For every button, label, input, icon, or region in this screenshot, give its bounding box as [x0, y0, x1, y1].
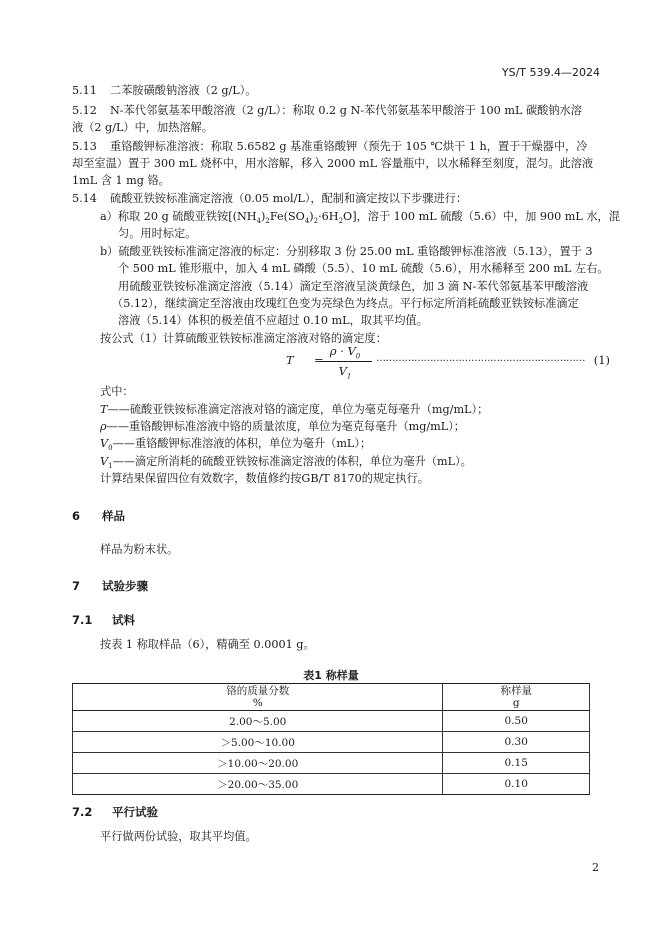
cell-range: 2.00～5.00	[73, 711, 443, 732]
table-row	[73, 753, 590, 774]
fraction-bar	[320, 361, 372, 362]
clause-text: 重铬酸钾标准溶液：称取 5.6582 g 基准重铬酸钾（预先于 105 ℃烘干 1 h，置于干燥器中，冷	[110, 140, 588, 153]
cell-mass: 0.10	[443, 774, 590, 795]
cell-mass: 0.30	[443, 732, 590, 753]
section-6-heading: 6 样品	[72, 509, 125, 523]
clause-text: N-苯代邻氨基苯甲酸溶液（2 g/L）：称取 0.2 g N-苯代邻氨基苯甲酸溶于 100 mL 碳酸钠水溶	[110, 104, 582, 117]
table-row	[73, 711, 590, 732]
definition-V0: $V_0——$重铬酸钾标准溶液的体积，单位为毫升（mL）；	[100, 437, 372, 453]
table-caption: 表1 称样量	[303, 669, 359, 682]
step-b-line: 个 500 mL 锥形瓶中，加入 4 mL 磷酸（5.5）、10 mL 硫酸（5.6），用水稀释至 200 mL 左右。	[118, 262, 609, 275]
equation-number: (1)	[593, 353, 610, 367]
step-a-cont: 匀。用时标定。	[118, 227, 197, 240]
section-7-1-heading: 7.1 试料	[72, 613, 135, 627]
section-7-2-heading: 7.2 平行试验	[72, 805, 158, 819]
table-row	[73, 732, 590, 753]
column-header-chromium-fraction: 铬的质量分数 %	[73, 684, 443, 711]
formula-denominator: $V_1$	[338, 364, 352, 381]
section-7-heading: 7 试验步骤	[72, 579, 148, 593]
definition-rho: ρ——重铬酸钾标准溶液中铬的质量浓度，单位为毫克每毫升（mg/mL）；	[100, 420, 465, 433]
step-b-line: 用硫酸亚铁铵标准滴定溶液（5.14）滴定至溶液呈淡黄绿色，加 3 滴 N-苯代邻氨基苯甲酸溶液	[118, 280, 589, 293]
page-number: 2	[592, 861, 599, 874]
sample-mass-table	[72, 683, 590, 795]
standard-code: YS/T 539.4—2024	[501, 66, 600, 79]
step-b-line: b）硫酸亚铁铵标准滴定溶液的标定：分别移取 3 份 25.00 mL 重铬酸钾标准溶液（5.13），置于 3	[100, 245, 593, 258]
clause-number: 5.12	[72, 104, 97, 117]
clause-5-14	[72, 191, 467, 207]
clause-number: 5.13	[72, 140, 97, 153]
cell-mass: 0.15	[443, 753, 590, 774]
result-note: 计算结果保留四位有效数字，数值修约按GB/T 8170的规定执行。	[100, 472, 429, 485]
formula-equals: =	[314, 353, 324, 367]
step-a: a）称取 20 g 硫酸亚铁铵$[(NH_4)_2Fe(SO_4)_2\cdot 6H_2O]$，溶于 100 mL 硫酸（5.6）中，加 900 mL 水，混	[100, 210, 620, 226]
formula-lhs: T	[286, 353, 294, 367]
clause-number: 5.14	[72, 192, 97, 205]
clause-text: 二苯胺磺酸钠溶液（2 g/L）。	[110, 84, 257, 97]
cell-range: ＞20.00～35.00	[73, 774, 443, 795]
clause-text: 硫酸亚铁铵标准滴定溶液（0.05 mol/L），配制和滴定按以下步骤进行：	[110, 192, 468, 205]
cell-range: ＞10.00～20.00	[73, 753, 443, 774]
section-7-1-body: 按表 1 称取样品（6），精确至 0.0001 g。	[100, 638, 315, 651]
clause-5-12-cont: 液（2 g/L）中，加热溶解。	[72, 121, 213, 134]
cell-range: ＞5.00～10.00	[73, 732, 443, 753]
step-b-line: 溶液（5.14）体积的极差值不应超过 0.10 mL，取其平均值。	[118, 314, 428, 327]
formula-leader-dots: …………………………………………………………	[376, 353, 585, 364]
cell-mass: 0.50	[443, 711, 590, 732]
section-7-2-body: 平行做两份试验，取其平均值。	[100, 830, 257, 843]
section-6-body: 样品为粉末状。	[100, 543, 179, 556]
clause-5-11	[72, 83, 257, 99]
clause-5-13	[72, 139, 587, 155]
where-label: 式中：	[100, 385, 134, 398]
clause-5-12	[72, 103, 582, 119]
formula-intro: 按公式（1）计算硫酸亚铁铵标准滴定溶液对铬的滴定度：	[100, 332, 387, 345]
clause-5-13-cont1: 却至室温）置于 300 mL 烧杯中，用水溶解，移入 2000 mL 容量瓶中，以水稀释至刻度，混匀。此溶液	[72, 157, 594, 170]
clause-number: 5.11	[72, 84, 97, 97]
definition-V1: $V_1——$滴定所消耗的硫酸亚铁铵标准滴定溶液的体积，单位为毫升（mL）。	[100, 455, 472, 471]
clause-5-13-cont2: 1mL 含 1 mg 铬。	[72, 174, 170, 187]
column-header-sample-mass: 称样量 g	[443, 684, 590, 711]
formula-numerator: $\rho \cdot V_0$	[329, 344, 361, 361]
definition-T: T——硫酸亚铁铵标准滴定溶液对铬的滴定度，单位为毫克每毫升（mg/mL）；	[100, 403, 489, 416]
formula-1	[280, 344, 610, 384]
step-b-line: （5.12），继续滴定至溶液由玫瑰红色变为亮绿色为终点。平行标定所消耗硫酸亚铁铵标准滴定	[112, 297, 579, 310]
table-row	[73, 774, 590, 795]
